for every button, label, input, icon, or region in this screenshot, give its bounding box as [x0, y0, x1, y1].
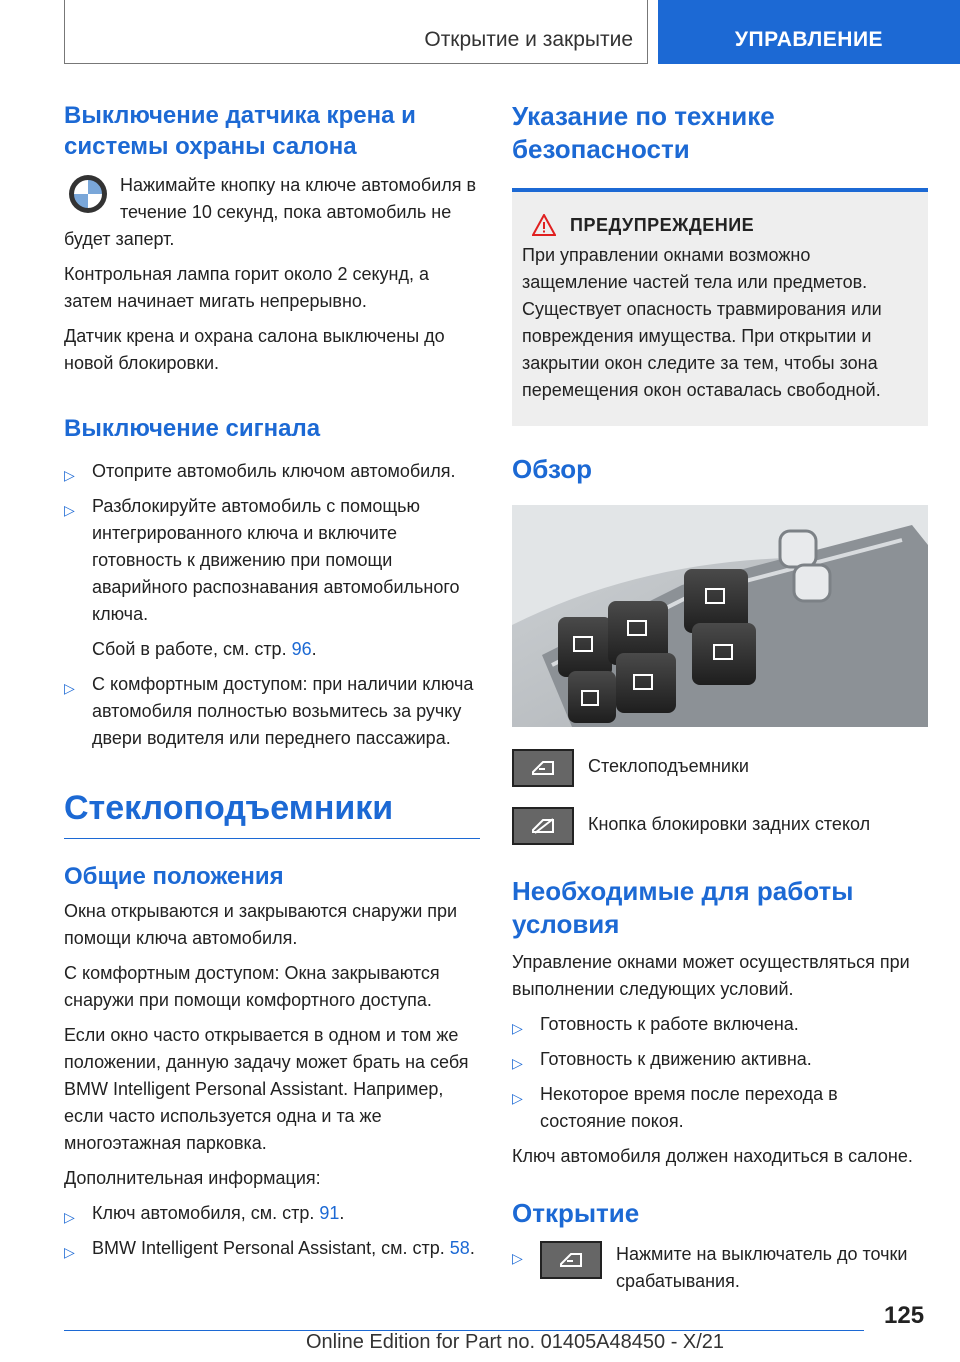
- page-link-91[interactable]: 91: [319, 1203, 340, 1223]
- chapter-tab-label: УПРАВЛЕНИЕ: [734, 28, 884, 51]
- legend-label: Кнопка блокировки задних стекол: [588, 814, 871, 834]
- window-switch-icon: [512, 749, 574, 787]
- triangle-right-icon: ▷: [64, 467, 75, 483]
- heading-overview: Обзор: [512, 454, 592, 484]
- list-item: ▷ Нажмите на выключатель до точки срабатывания.: [512, 1241, 928, 1295]
- page-header: [0, 0, 960, 66]
- triangle-right-icon: ▷: [64, 1209, 75, 1225]
- paragraph-assistant: Если окно часто открывается в одном и том же положении, данную задачу может брать на себя BMW Intelligent Personal Assistant. Например, если часто используется одна и та же многоэтажная парковка.: [64, 1025, 469, 1153]
- warning-triangle-icon: [532, 214, 556, 236]
- page-link-96[interactable]: 96: [291, 639, 312, 659]
- list-item: ▷ BMW Intelligent Personal Assistant, см. стр. 58.: [64, 1235, 480, 1262]
- section-title: Открытие и закрытие: [424, 28, 633, 51]
- chapter-title: Стеклоподъемники: [64, 789, 394, 827]
- warning-title: ПРЕДУПРЕЖДЕНИЕ: [522, 214, 918, 236]
- window-switch-photo: [512, 505, 928, 727]
- list-item: ▷ Разблокируйте автомобиль с помощью интегрированного ключа и включите готовность к движению при помощи аварийного распознавания автомобильного ключа. Сбой в работе, см. стр. 96.: [64, 496, 460, 659]
- list-item: ▷ Ключ автомобиля, см. стр. 91.: [64, 1200, 480, 1227]
- legend-row-lock: [512, 807, 928, 845]
- page-number: 125: [884, 1302, 925, 1329]
- warning-text: При управлении окнами возможно защемление частей тела или предметов. Существует опасность травмирования или повреждения имущества. При открытии и закрытии окон следите за тем, чтобы зона перемещения окон оставалась свободной.: [522, 245, 882, 400]
- door-panel-illustration: [512, 505, 928, 727]
- right-column: [512, 100, 928, 1295]
- triangle-right-icon: ▷: [64, 1244, 75, 1260]
- heading-disable-tilt-sensor: Выключение датчика крена и системы охраны салона: [64, 102, 416, 160]
- list-item: ▷ С комфортным доступом: при наличии ключа автомобиля полностью возьмитесь за ручку двери водителя или переднего пассажира.: [64, 674, 474, 748]
- list-item: ▷ Отоприте автомобиль ключом автомобиля.: [64, 458, 480, 485]
- heading-conditions: Необходимые для работы условия: [512, 876, 854, 939]
- triangle-right-icon: ▷: [512, 1055, 523, 1071]
- heading-opening: Открытие: [512, 1198, 640, 1228]
- triangle-right-icon: ▷: [512, 1020, 523, 1036]
- legend-label: Стеклоподъемники: [588, 756, 749, 776]
- heading-general: Общие положения: [64, 863, 284, 890]
- paragraph-sensor-off: Датчик крена и охрана салона выключены до новой блокировки.: [64, 326, 445, 373]
- page-link-58[interactable]: 58: [449, 1238, 470, 1258]
- triangle-right-icon: ▷: [512, 1250, 523, 1266]
- chapter-tab[interactable]: [658, 0, 960, 64]
- list-item: ▷ Готовность к работе включена.: [512, 1011, 928, 1038]
- paragraph-key-inside: Ключ автомобиля должен находиться в салоне.: [512, 1146, 913, 1166]
- heading-safety: Указание по технике безопасности: [512, 101, 775, 164]
- note-text: Сбой в работе, см. стр.: [92, 639, 287, 659]
- paragraph-lamp: Контрольная лампа горит около 2 секунд, а затем начинает мигать непрерывно.: [64, 264, 430, 311]
- legend-row-window-switch: [512, 749, 928, 787]
- paragraph-comfort-access: С комфортным доступом: Окна закрываются снаружи при помощи комфортного доступа.: [64, 963, 440, 1010]
- warning-box: [512, 188, 928, 426]
- footer-text: Online Edition for Part no. 01405A48450 - X/21: [306, 1331, 725, 1353]
- paragraph-more-info: Дополнительная информация:: [64, 1168, 321, 1188]
- heading-disable-alarm: Выключение сигнала: [64, 415, 321, 442]
- bmw-logo-icon: [68, 174, 108, 214]
- window-switch-icon: [540, 1241, 602, 1279]
- chapter-divider: [64, 838, 480, 839]
- left-column: [64, 100, 480, 1262]
- triangle-right-icon: ▷: [512, 1090, 523, 1106]
- paragraph-open-close: Окна открываются и закрываются снаружи при помощи ключа автомобиля.: [64, 901, 458, 948]
- list-item: ▷ Готовность к движению активна.: [512, 1046, 928, 1073]
- paragraph-press-key: Нажимайте кнопку на ключе автомобиля в течение 10 секунд, пока автомобиль не будет заперт.: [64, 175, 477, 249]
- window-lock-icon: [512, 807, 574, 845]
- triangle-right-icon: ▷: [64, 502, 75, 518]
- section-title-box: [64, 0, 648, 64]
- triangle-right-icon: ▷: [64, 680, 75, 696]
- paragraph-conditions: Управление окнами может осуществляться при выполнении следующих условий.: [512, 952, 910, 999]
- list-item: ▷ Некоторое время после перехода в состояние покоя.: [512, 1084, 838, 1131]
